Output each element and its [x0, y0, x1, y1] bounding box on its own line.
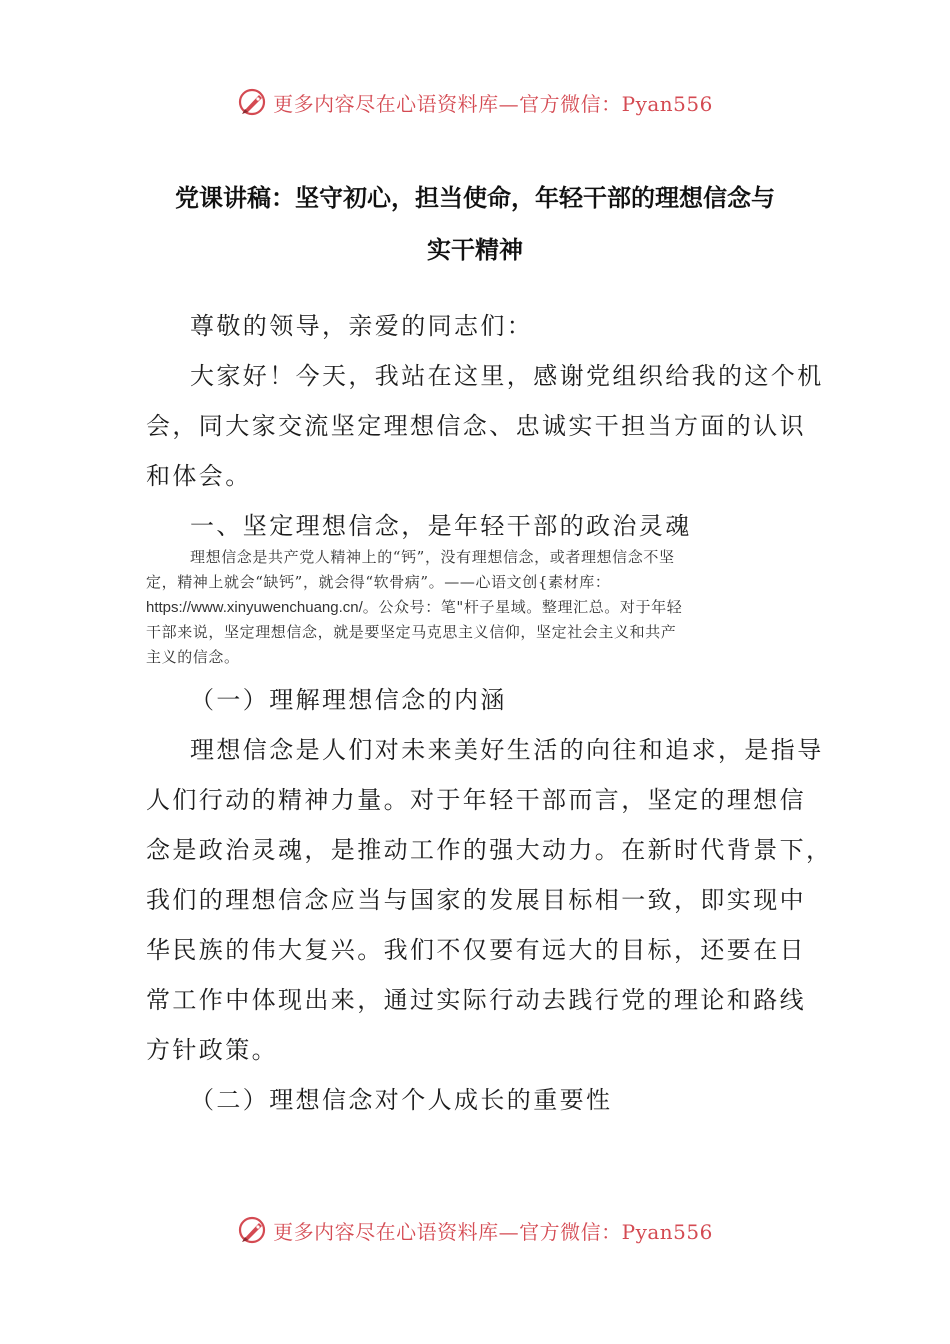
intro-line: 会，同大家交流坚定理想信念、忠诚实干担当方面的认识 — [146, 412, 806, 440]
document-title-line-2: 实干精神 — [427, 236, 523, 264]
note-line: 理想信念是共产党人精神上的“钙”，没有理想信念，或者理想信念不坚 — [190, 548, 675, 566]
header-banner — [0, 82, 950, 122]
footer-banner — [0, 1210, 950, 1250]
pen-logo-icon — [237, 87, 267, 117]
banner-text: 更多内容尽在心语资料库—官方微信：Pyan556 — [273, 1219, 713, 1244]
paragraph-line: 我们的理想信念应当与国家的发展目标相一致，即实现中 — [146, 886, 806, 914]
note-line: 干部来说，坚定理想信念，就是要坚定马克思主义信仰，坚定社会主义和共产 — [146, 623, 677, 641]
intro-line: 大家好！今天，我站在这里，感谢党组织给我的这个机 — [190, 362, 824, 390]
paragraph-line: 方针政策。 — [146, 1036, 278, 1064]
banner-text: 更多内容尽在心语资料库—官方微信：Pyan556 — [273, 91, 713, 116]
subheading-2: （二）理想信念对个人成长的重要性 — [190, 1086, 613, 1114]
intro-line: 和体会。 — [146, 462, 252, 490]
pen-logo-icon — [237, 1215, 267, 1245]
paragraph-line: 念是政治灵魂，是推动工作的强大动力。在新时代背景下， — [146, 836, 833, 864]
paragraph-line: 人们行动的精神力量。对于年轻干部而言，坚定的理想信 — [146, 786, 806, 814]
note-line: 定，精神上就会“缺钙”，就会得“软骨病”。——心语文创{素材库： — [146, 573, 611, 591]
document-title-line-1: 党课讲稿：坚守初心，担当使命，年轻干部的理想信念与 — [175, 184, 775, 212]
section-heading-1: 一、坚定理想信念，是年轻干部的政治灵魂 — [190, 512, 692, 540]
subheading-1: （一）理解理想信念的内涵 — [190, 686, 507, 714]
note-line: 主义的信念。 — [146, 648, 240, 666]
paragraph-line: 常工作中体现出来，通过实际行动去践行党的理论和路线 — [146, 986, 806, 1014]
salutation: 尊敬的领导，亲爱的同志们： — [190, 312, 534, 340]
source-url-link[interactable]: https://www.xinyuwenchuang.cn/ — [146, 599, 363, 616]
note-line-rest: 。公众号：笔"杆子星域。整理汇总。对于年轻 — [362, 598, 683, 616]
paragraph-line: 华民族的伟大复兴。我们不仅要有远大的目标，还要在日 — [146, 936, 806, 964]
paragraph-line: 理想信念是人们对未来美好生活的向往和追求，是指导 — [190, 736, 824, 764]
note-line — [146, 596, 682, 617]
